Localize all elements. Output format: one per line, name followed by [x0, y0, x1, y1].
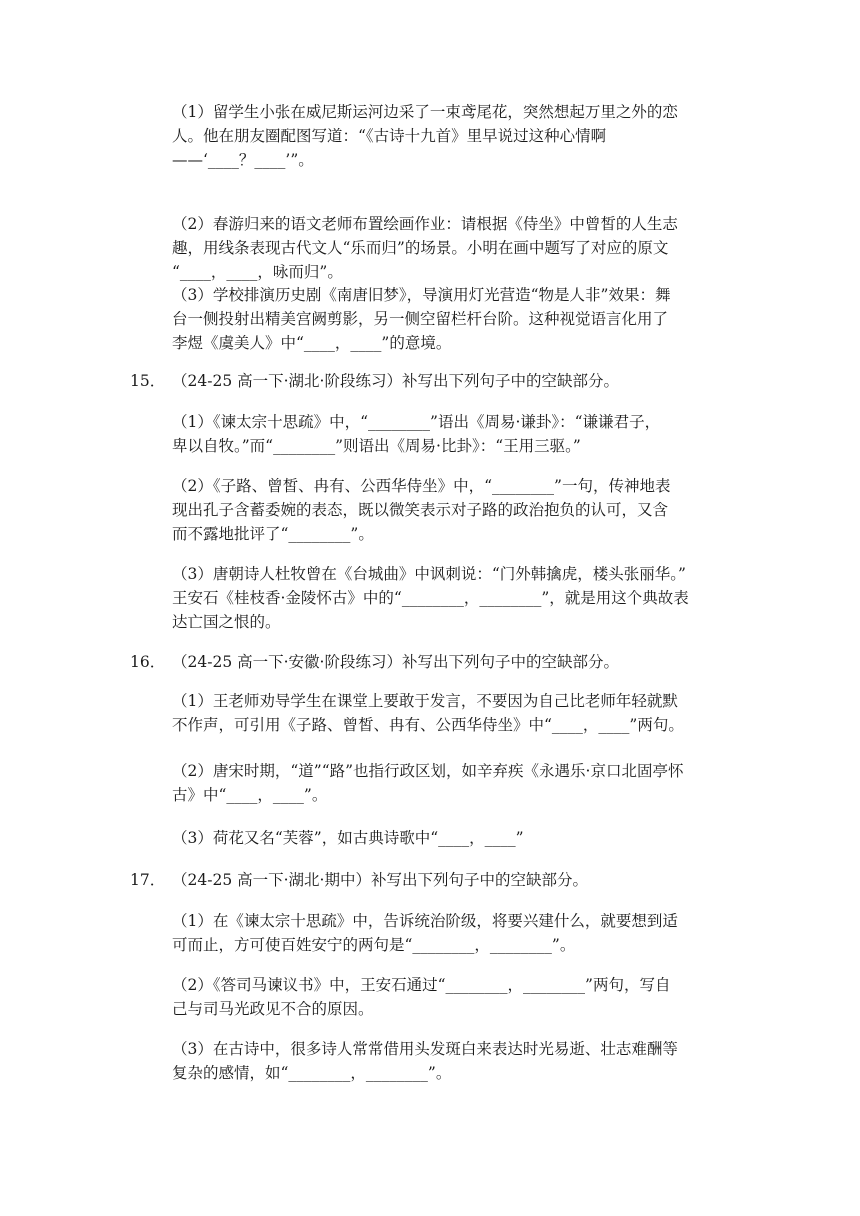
- question-number: 17．: [130, 871, 166, 889]
- question-number: 15．: [130, 372, 166, 390]
- sub-question: [172, 826, 732, 850]
- text-line: （1）留学生小张在威尼斯运河边采了一束鸢尾花，突然想起万里之外的恋: [172, 103, 678, 121]
- text-line: 人。他在朋友圈配图写道：“《古诗十九首》里早说过这种心情啊: [172, 127, 607, 145]
- text-line: （2）唐宋时期，“道”“路”也指行政区划，如辛弃疾《永遇乐·京口北固亭怀: [172, 762, 684, 780]
- sub-question: [172, 410, 732, 458]
- text-line: 复杂的感情，如“________，________”。: [172, 1064, 452, 1082]
- sub-question: [172, 973, 732, 1021]
- text-line: 达亡国之恨的。: [172, 613, 281, 631]
- text-line: “____，____，咏而归”。: [172, 263, 343, 281]
- text-line: 可而止，方可使百姓安宁的两句是“________，________”。: [172, 936, 576, 954]
- sub-question: [172, 689, 732, 737]
- question-text: （24-25 高一下·湖北·阶段练习）补写出下列句子中的空缺部分。: [172, 372, 619, 390]
- text-line: （3）荷花又名“芙蓉”，如古典诗歌中“____，____”: [172, 829, 524, 847]
- text-line: （1）王老师劝导学生在课堂上要敢于发言，不要因为自己比老师年轻就默: [172, 692, 678, 710]
- text-line: （1）《谏太宗十思疏》中，“________”语出《周易·谦卦》：“谦谦君子，: [172, 413, 661, 431]
- text-line: 台一侧投射出精美宫阙剪影，另一侧空留栏杆台阶。这种视觉语言化用了: [172, 310, 669, 328]
- text-line: 现出孔子含蓄委婉的表态，既以微笑表示对子路的政治抱负的认可，又含: [172, 501, 669, 519]
- sub-question: [172, 562, 732, 634]
- text-line: 趣，用线条表现古代文人“乐而归”的场景。小明在画中题写了对应的原文: [172, 239, 669, 257]
- question-heading: [130, 650, 619, 674]
- text-line: 不作声，可引用《子路、曾皙、冉有、公西华侍坐》中“____，____”两句。: [172, 716, 684, 734]
- question-heading: [130, 868, 588, 892]
- text-line: 己与司马光政见不合的原因。: [172, 1000, 374, 1018]
- text-line: （1）在《谏太宗十思疏》中，告诉统治阶级，将要兴建什么，就要想到适: [172, 912, 678, 930]
- sub-question: [172, 212, 732, 284]
- text-line: （3）唐朝诗人杜牧曾在《台城曲》中讽刺说：“门外韩擒虎，楼头张丽华。”: [172, 565, 686, 583]
- sub-question: [172, 100, 732, 172]
- question-text: （24-25 高一下·安徽·阶段练习）补写出下列句子中的空缺部分。: [172, 653, 619, 671]
- question-text: （24-25 高一下·湖北·期中）补写出下列句子中的空缺部分。: [172, 871, 588, 889]
- text-line: 卑以自牧。”而“________”则语出《周易·比卦》：“王用三驱。”: [172, 437, 581, 455]
- text-line: （3）在古诗中，很多诗人常常借用头发斑白来表达时光易逝、壮志难酬等: [172, 1040, 678, 1058]
- text-line: 而不露地批评了“________”。: [172, 525, 374, 543]
- text-line: （3）学校排演历史剧《南唐旧梦》，导演用灯光营造“物是人非”效果：舞: [172, 286, 671, 304]
- text-line: 古》中“____，____”。: [172, 786, 328, 804]
- text-line: （2）《答司马谏议书》中，王安石通过“________，________”两句，写自: [172, 976, 671, 994]
- question-heading: [130, 369, 619, 393]
- text-line: （2）《子路、曾皙、冉有、公西华侍坐》中，“________”一句，传神地表: [172, 477, 671, 495]
- question-number: 16．: [130, 653, 166, 671]
- sub-question: [172, 909, 732, 957]
- sub-question: [172, 283, 732, 355]
- text-line: ——‘____？____’”。: [172, 151, 314, 169]
- sub-question: [172, 759, 732, 807]
- text-line: 李煜《虞美人》中“____，____”的意境。: [172, 334, 452, 352]
- text-line: 王安石《桂枝香·金陵怀古》中的“________，________”，就是用这个典故表: [172, 589, 689, 607]
- sub-question: [172, 1037, 732, 1085]
- text-line: （2）春游归来的语文老师布置绘画作业：请根据《侍坐》中曾皙的人生志: [172, 215, 678, 233]
- sub-question: [172, 474, 732, 546]
